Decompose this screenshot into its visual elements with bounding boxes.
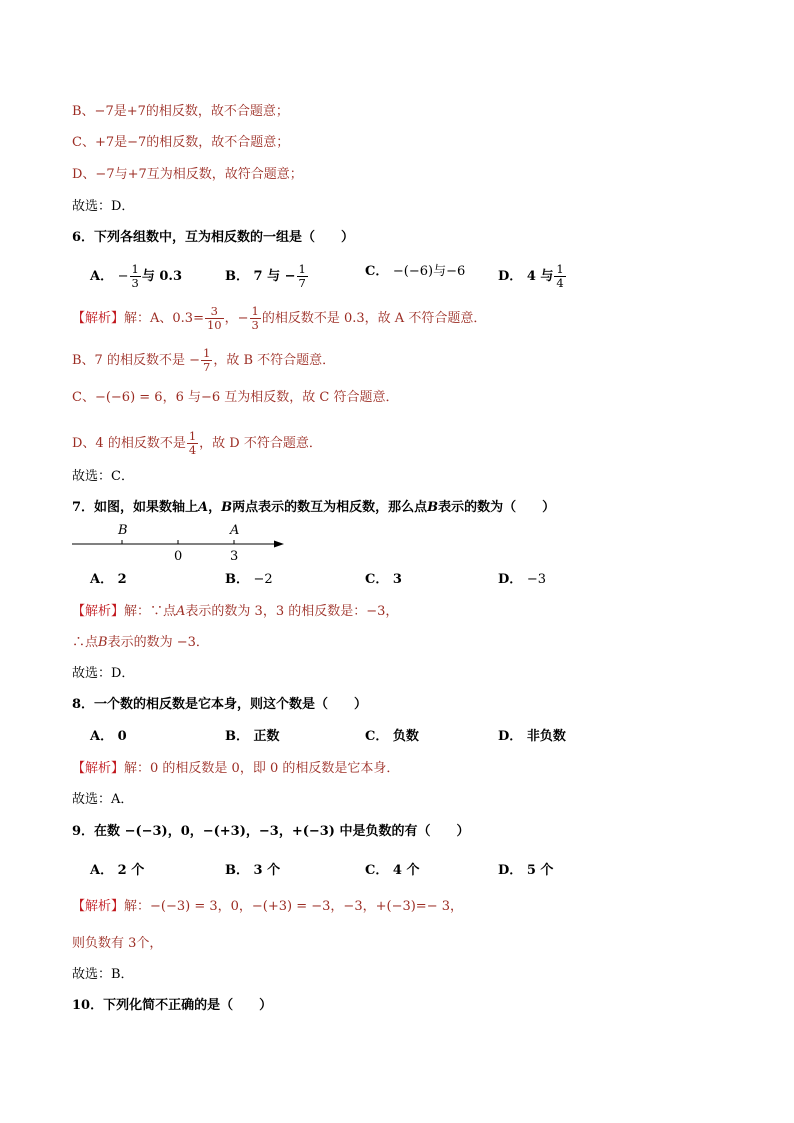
- q7-option-b: B． −2: [225, 572, 273, 587]
- analysis-tag: 【解析】: [72, 899, 125, 914]
- number-line-arrow: [274, 541, 284, 548]
- q5-option-b-explanation: B、−7是+7的相反数，故不合题意；: [72, 104, 289, 119]
- q9-answer: 故选：B．: [72, 967, 134, 982]
- q8-option-d: D． 非负数: [498, 729, 566, 744]
- q6-analysis-b: B、7 的相反数不是 − $\frac{1}{7}$ ，故 B 不符合题意．: [72, 346, 336, 374]
- q9-stem: 9．在数 −(−3)，0，−(+3)，−3，+(−3) 中是负数的有（ ）: [72, 824, 470, 839]
- analysis-tag: 【解析】: [72, 761, 125, 776]
- q6-analysis-a: 【解析】解：A、0.3= $\frac{3}{10}$ ，− $\frac{1}{3}$ 的相反数不是 0.3，故 A 不符合题意．: [72, 304, 487, 332]
- tick-3-label: 3: [230, 549, 239, 564]
- q5-option-c-explanation: C、+7是−7的相反数，故不合题意；: [72, 135, 290, 150]
- q8-option-a: A． 0: [90, 729, 127, 744]
- q10-stem: 10．下列化简不正确的是（ ）: [72, 998, 273, 1013]
- q7-option-a: A． 2: [90, 572, 127, 587]
- q6-analysis-c: C、−(−6) = 6，6 与−6 互为相反数，故 C 符合题意．: [72, 390, 399, 405]
- q5-option-d-explanation: D、−7与+7互为相反数，故符合题意；: [72, 167, 303, 182]
- tick-0-label: 0: [174, 549, 183, 564]
- point-b-label: B: [118, 523, 128, 538]
- number-line-figure: [70, 518, 290, 566]
- q9-option-b: B． 3 个: [225, 863, 281, 878]
- q6-analysis-d: D、4 的相反数不是 $\frac{1}{4}$ ，故 D 不符合题意．: [72, 429, 322, 457]
- q7-analysis-2: ∴点B表示的数为 −3．: [72, 635, 209, 650]
- q5-answer: 故选：D．: [72, 199, 135, 214]
- analysis-tag: 【解析】: [72, 604, 125, 619]
- q9-option-a: A． 2 个: [90, 863, 145, 878]
- q8-answer: 故选：A．: [72, 792, 134, 807]
- q8-option-b: B． 正数: [225, 729, 280, 744]
- analysis-tag: 【解析】: [72, 311, 125, 326]
- q6-option-c: C． −(−6)与−6: [365, 264, 466, 279]
- q6-answer: 故选：C．: [72, 469, 134, 484]
- q8-stem: 8．一个数的相反数是它本身，则这个数是（ ）: [72, 697, 368, 712]
- q9-option-c: C． 4 个: [365, 863, 420, 878]
- q6-option-d: D． 4 与 $\frac{1}{4}$: [498, 262, 564, 290]
- q6-option-a: A． − $\frac{1}{3}$ 与 0.3: [90, 262, 183, 290]
- q9-option-d: D． 5 个: [498, 863, 554, 878]
- q9-analysis: 【解析】解：−(−3) = 3，0，−(+3) = −3，−3，+(−3)=− 3，: [72, 899, 463, 914]
- point-a-label: A: [230, 523, 240, 538]
- q6-option-b: B． 7 与 − $\frac{1}{7}$: [225, 262, 306, 290]
- q7-option-d: D． −3: [498, 572, 546, 587]
- q6-option-d-fraction: $\frac{1}{4}$: [556, 262, 564, 290]
- q6-option-a-fraction: $\frac{1}{3}$: [131, 262, 139, 290]
- q9-analysis-2: 则负数有 3个，: [72, 936, 163, 951]
- q8-option-c: C． 负数: [365, 729, 419, 744]
- q6-stem: 6．下列各组数中，互为相反数的一组是（ ）: [72, 230, 355, 245]
- q7-analysis-1: 【解析】解：∵点A表示的数为 3，3 的相反数是：−3，: [72, 604, 399, 619]
- q7-option-c: C． 3: [365, 572, 402, 587]
- q7-stem: 7．如图，如果数轴上A，B两点表示的数互为相反数，那么点B表示的数为（ ）: [72, 500, 556, 515]
- q8-analysis: 【解析】解：0 的相反数是 0，即 0 的相反数是它本身．: [72, 761, 400, 776]
- q7-answer: 故选：D．: [72, 666, 135, 681]
- q6-option-b-fraction: $\frac{1}{7}$: [298, 262, 306, 290]
